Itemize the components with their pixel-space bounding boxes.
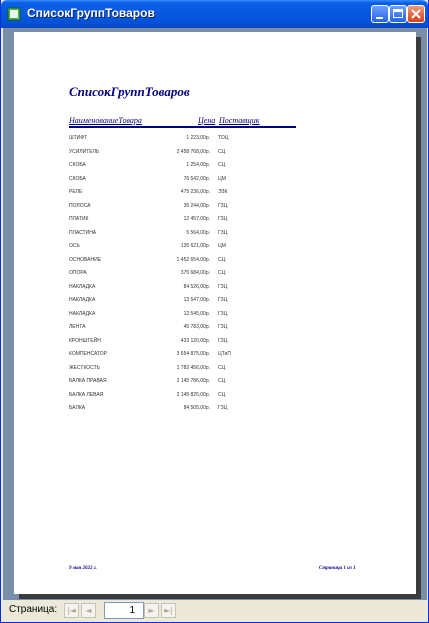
row-price: 84 505,00р.	[183, 405, 210, 411]
table-row	[69, 255, 296, 269]
row-price: 1 452 654,00р.	[176, 256, 210, 263]
row-name: ЛЕНТА	[69, 324, 86, 330]
table-row	[69, 349, 296, 363]
row-price: 1 223,00р.	[186, 135, 210, 141]
table-row	[69, 295, 296, 309]
row-supplier: ГЗЦ	[218, 337, 228, 344]
table-row	[69, 322, 296, 336]
report-date: 9 мая 2022 г.	[69, 566, 97, 571]
table-row	[69, 187, 296, 201]
table-row	[69, 403, 296, 417]
row-name: ПОЛОСА	[69, 202, 91, 209]
report-icon	[7, 7, 21, 21]
row-supplier: ЦТиП	[218, 351, 231, 357]
header-rule	[69, 126, 296, 128]
prev-page-icon: ◄	[85, 606, 92, 615]
row-name: БАЛКА ПРАВАЯ	[69, 378, 107, 384]
table-row	[69, 309, 296, 323]
row-name: УСИЛИТЕЛЬ	[69, 148, 100, 155]
close-icon	[408, 6, 424, 22]
report-rows	[69, 133, 296, 417]
page-number-input[interactable]: 1	[104, 602, 144, 619]
report-title: СписокГруппТоваров	[69, 84, 190, 99]
row-price: 433 120,00р.	[180, 337, 210, 344]
row-price: 3 654 875,00р.	[176, 351, 210, 357]
first-page-icon: |◄	[67, 606, 76, 615]
row-name: ЖЕСТКОСТЬ	[69, 364, 100, 371]
row-price: 35 244,00р.	[183, 202, 210, 209]
column-header-price: Цена	[198, 116, 216, 125]
row-supplier: СЦ	[218, 378, 226, 384]
row-supplier: ГЗЦ	[218, 202, 228, 209]
row-price: 45 783,00р.	[183, 324, 210, 330]
row-price: 1 254,00р.	[186, 162, 210, 168]
row-price: 5 564,00р.	[186, 229, 210, 236]
row-price: 2 458 768,00р.	[176, 148, 210, 155]
close-button[interactable]	[407, 5, 425, 23]
row-price: 475 236,00р.	[180, 189, 210, 195]
row-supplier: ЦМ	[218, 175, 226, 182]
table-row	[69, 336, 296, 350]
page-counter: Страница 1 из 1	[319, 566, 356, 571]
row-name: НАКЛАДКА	[69, 310, 96, 317]
row-supplier: СЦ	[218, 270, 226, 276]
row-price: 1 782 456,00р.	[176, 364, 210, 371]
table-row	[69, 268, 296, 282]
row-supplier: СЦ	[218, 162, 226, 168]
row-name: ПЛАСТИНА	[69, 229, 97, 236]
print-preview-area[interactable]	[3, 28, 427, 600]
row-name: ШТИФТ	[69, 135, 87, 141]
row-supplier: ГЗЦ	[218, 216, 228, 222]
table-row	[69, 174, 296, 188]
row-price: 2 145 825,00р.	[176, 391, 210, 398]
last-page-button[interactable]	[161, 603, 176, 618]
row-price: 375 684,00р.	[180, 270, 210, 276]
table-row	[69, 147, 296, 161]
page-navigator	[1, 600, 428, 622]
row-name: КРОНШТЕЙН	[69, 337, 101, 344]
table-row	[69, 390, 296, 404]
row-name: БАЛКА	[69, 405, 86, 411]
first-page-button[interactable]	[64, 603, 79, 618]
row-name: СКОБА	[69, 175, 86, 182]
row-price: 2 145 786,00р.	[176, 378, 210, 384]
row-supplier: СЦ	[218, 391, 226, 398]
table-row	[69, 363, 296, 377]
table-row	[69, 160, 296, 174]
row-supplier: СЦ	[218, 364, 226, 371]
minimize-icon	[376, 17, 383, 19]
column-header-supplier: Поставщик	[219, 116, 260, 125]
table-row	[69, 282, 296, 296]
row-price: 84 526,00р.	[183, 283, 210, 290]
row-name: ОСЬ	[69, 243, 80, 249]
title-bar[interactable]	[1, 0, 428, 28]
next-page-icon: ►	[148, 606, 155, 615]
row-name: РЕЛЕ	[69, 189, 83, 195]
last-page-icon: ►|	[164, 606, 173, 615]
prev-page-button[interactable]	[81, 603, 96, 618]
window-title: СписокГруппТоваров	[27, 6, 155, 20]
row-supplier: ГЗЦ	[218, 283, 228, 290]
row-name: НАКЛАДКА	[69, 283, 96, 290]
row-supplier: ГЗЦ	[218, 324, 228, 330]
row-supplier: ГЗЦ	[218, 405, 228, 411]
row-name: СКОБА	[69, 162, 86, 168]
report-page	[14, 32, 416, 594]
table-row	[69, 228, 296, 242]
row-price: 135 621,00р.	[180, 243, 210, 249]
row-price: 12 545,00р.	[183, 310, 210, 317]
table-row	[69, 133, 296, 147]
page-label: Страница:	[9, 604, 58, 615]
table-row	[69, 376, 296, 390]
row-name: КОМПЕНСАТОР	[69, 351, 107, 357]
row-supplier: ТОЦ	[218, 135, 229, 141]
column-header-name: НаименованиеТовара	[69, 116, 142, 125]
row-price: 12 457,00р.	[183, 216, 210, 222]
table-row	[69, 214, 296, 228]
table-row	[69, 241, 296, 255]
row-supplier: ЦМ	[218, 243, 226, 249]
row-name: ПЛАТИК	[69, 216, 89, 222]
row-supplier: СЦ	[218, 148, 226, 155]
row-price: 76 542,00р.	[183, 175, 210, 182]
row-price: 13 547,00р.	[183, 297, 210, 303]
row-supplier: ГЗЦ	[218, 229, 228, 236]
row-supplier: ГЗЦ	[218, 297, 228, 303]
row-supplier: ГЗЦ	[218, 310, 228, 317]
next-page-button[interactable]	[144, 603, 159, 618]
table-row	[69, 201, 296, 215]
row-supplier: СЦ	[218, 256, 226, 263]
row-name: ОСНОВАНИЕ	[69, 256, 102, 263]
maximize-icon	[393, 9, 403, 18]
row-name: ОПОРА	[69, 270, 87, 276]
maximize-button[interactable]	[389, 5, 407, 23]
row-supplier: ЭЗК	[218, 189, 228, 195]
row-name: НАКЛАДКА	[69, 297, 96, 303]
row-name: БАЛКА ЛЕВАЯ	[69, 391, 104, 398]
minimize-button[interactable]	[371, 5, 389, 23]
